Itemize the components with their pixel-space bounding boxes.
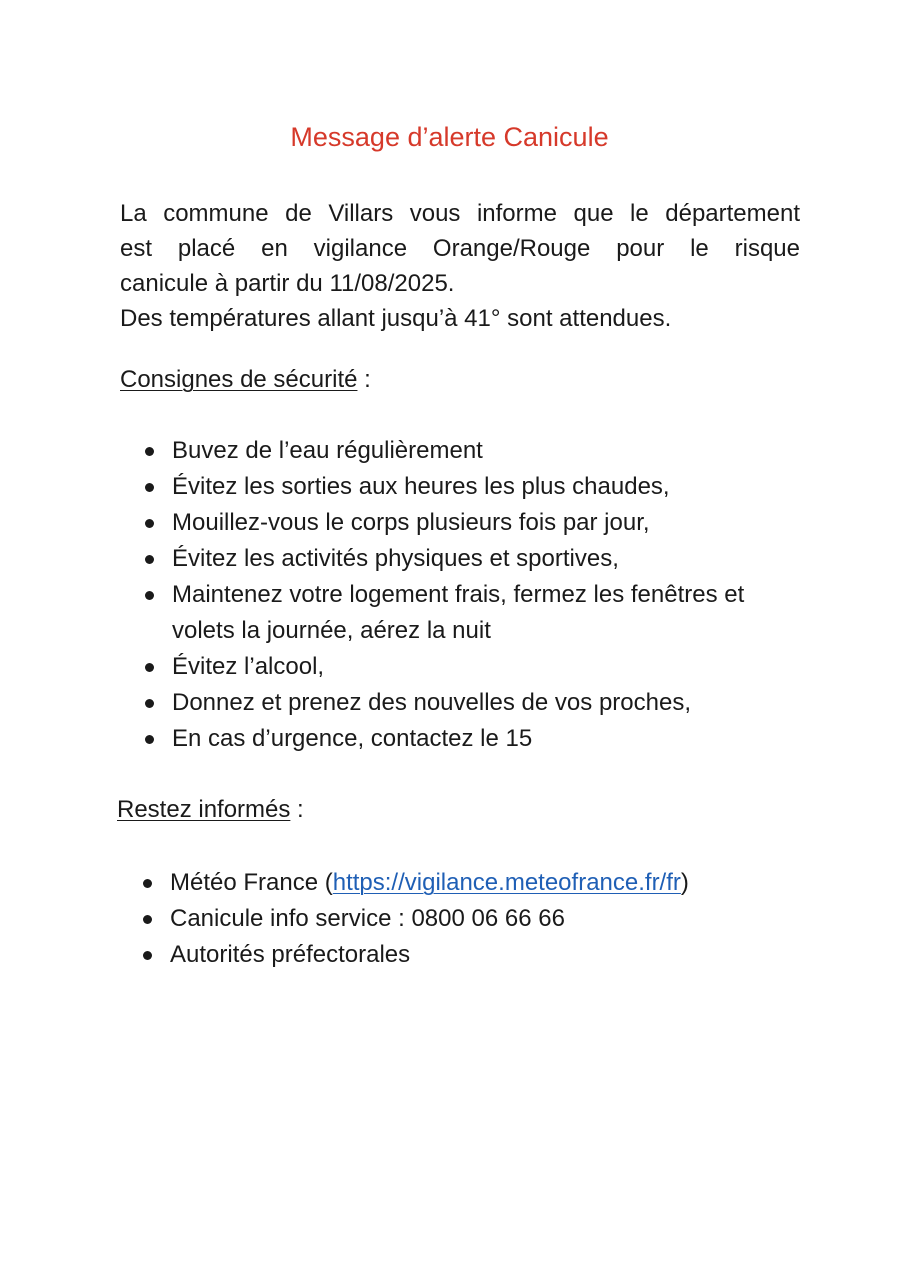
safety-heading-colon: : [357, 366, 371, 393]
alert-title: Message d’alerte Canicule [290, 122, 609, 152]
bullet-icon [145, 483, 154, 492]
list-item-meteo [143, 865, 803, 901]
list-item [145, 577, 805, 649]
bullet-icon [145, 447, 154, 456]
list-item-authorities [143, 937, 803, 973]
meteo-prefix: Météo France ( [170, 869, 333, 896]
list-item-text: Évitez les sorties aux heures les plus chaudes, [172, 473, 670, 500]
list-item [145, 685, 805, 721]
info-heading-text: Restez informés [117, 796, 291, 823]
bullet-icon [145, 591, 154, 600]
intro-line-1: La commune de Villars vous informe que le département [120, 200, 800, 227]
info-heading-colon: : [290, 796, 304, 823]
intro-paragraph [120, 196, 800, 336]
canicule-service-text: Canicule info service : 0800 06 66 66 [170, 905, 565, 932]
list-item [145, 433, 805, 469]
meteo-link[interactable]: https://vigilance.meteofrance.fr/fr [332, 869, 681, 896]
bullet-icon [143, 951, 152, 960]
info-heading [117, 794, 304, 826]
bullet-icon [145, 735, 154, 744]
list-item-text: Buvez de l’eau régulièrement [172, 437, 483, 464]
info-list [143, 865, 803, 973]
list-item-text: Évitez les activités physiques et sportives, [172, 545, 619, 572]
authorities-text: Autorités préfectorales [170, 941, 411, 968]
safety-heading [120, 364, 371, 396]
list-item-text: En cas d’urgence, contactez le 15 [172, 725, 533, 752]
bullet-icon [145, 519, 154, 528]
intro-line-3: canicule à partir du 11/08/2025. [120, 270, 455, 297]
list-item-text: Donnez et prenez des nouvelles de vos proches, [172, 689, 691, 716]
list-item-canicule-service [143, 901, 803, 937]
intro-line-4: Des températures allant jusqu’à 41° sont attendues. [120, 305, 672, 332]
intro-line-2: est placé en vigilance Orange/Rouge pour le risque [120, 235, 800, 262]
safety-heading-text: Consignes de sécurité [120, 366, 358, 393]
bullet-icon [145, 555, 154, 564]
list-item-text: Maintenez votre logement frais, fermez les fenêtres et volets la journée, aérez la nuit [172, 581, 745, 644]
safety-list [145, 433, 805, 757]
list-item [145, 649, 805, 685]
bullet-icon [143, 915, 152, 924]
list-item [145, 469, 805, 505]
bullet-icon [145, 699, 154, 708]
list-item [145, 541, 805, 577]
meteo-suffix: ) [680, 869, 689, 896]
list-item-text: Évitez l’alcool, [172, 653, 325, 680]
list-item [145, 505, 805, 541]
bullet-icon [145, 663, 154, 672]
bullet-icon [143, 879, 152, 888]
list-item [145, 721, 805, 757]
list-item-text: Mouillez-vous le corps plusieurs fois par jour, [172, 509, 650, 536]
